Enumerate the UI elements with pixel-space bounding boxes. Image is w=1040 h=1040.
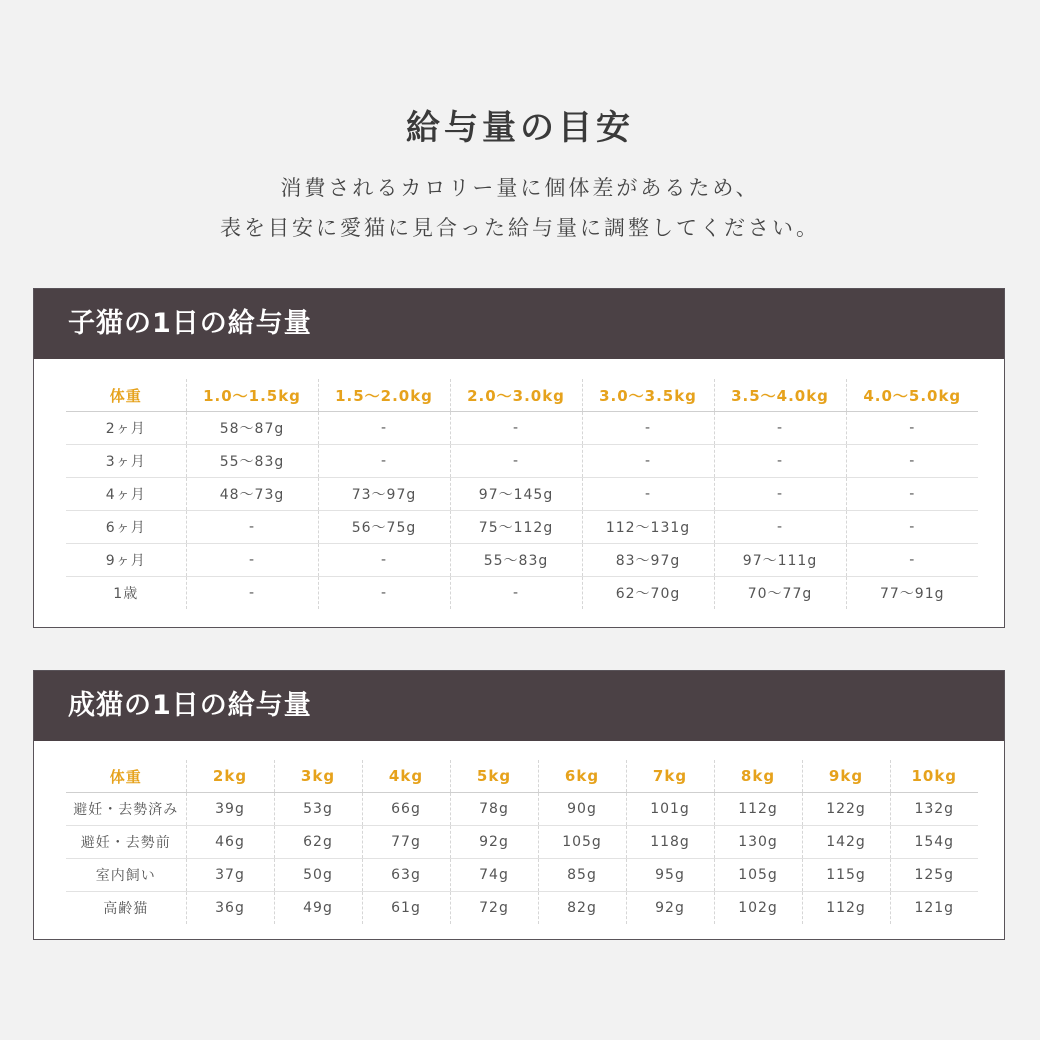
table-cell: - [846, 412, 978, 445]
table-cell: 102g [714, 892, 802, 925]
row-label: 高齢猫 [103, 901, 149, 917]
table-row [66, 511, 978, 544]
table-cell: 72g [450, 892, 538, 925]
adult-feeding-card [33, 670, 1005, 940]
column-header: 1.5～2.0kg [318, 379, 450, 412]
row-label: 3ヶ月 [66, 445, 186, 478]
column-header: 体重 [66, 760, 186, 793]
table-cell: - [318, 577, 450, 610]
adult-table-title: 成猫の1日の給与量 [34, 671, 1004, 741]
adult-header-row [66, 760, 978, 793]
description-line-2: 表を目安に愛猫に見合った給与量に調整してください。 [220, 216, 820, 240]
kitten-header-row [66, 379, 978, 412]
table-cell: 36g [186, 892, 274, 925]
kitten-feeding-card [33, 288, 1005, 628]
table-cell: 48～73g [186, 478, 318, 511]
column-header: 1.0～1.5kg [186, 379, 318, 412]
table-cell: 118g [626, 826, 714, 859]
table-cell: - [582, 478, 714, 511]
table-cell: 115g [802, 859, 890, 892]
table-cell: 101g [626, 793, 714, 826]
table-cell: 105g [714, 859, 802, 892]
page-title: 給与量の目安 [406, 108, 634, 148]
table-cell: 122g [802, 793, 890, 826]
column-header: 4kg [362, 760, 450, 793]
table-row [66, 892, 978, 925]
table-cell: 70～77g [714, 577, 846, 610]
table-row [66, 544, 978, 577]
table-cell: 74g [450, 859, 538, 892]
table-cell: 95g [626, 859, 714, 892]
table-row [66, 412, 978, 445]
table-cell: 53g [274, 793, 362, 826]
column-header: 9kg [802, 760, 890, 793]
row-label: 2ヶ月 [66, 412, 186, 445]
column-header: 7kg [626, 760, 714, 793]
column-header: 3.0～3.5kg [582, 379, 714, 412]
table-cell: 97～111g [714, 544, 846, 577]
column-header: 3.5～4.0kg [714, 379, 846, 412]
table-cell: 130g [714, 826, 802, 859]
table-cell: 62～70g [582, 577, 714, 610]
table-cell: 125g [890, 859, 978, 892]
table-cell: 55～83g [186, 445, 318, 478]
table-row [66, 793, 978, 826]
table-cell: 77g [362, 826, 450, 859]
table-cell: 112～131g [582, 511, 714, 544]
table-cell: 50g [274, 859, 362, 892]
table-cell: - [318, 544, 450, 577]
description-line-1: 消費されるカロリー量に個体差があるため、 [280, 176, 760, 200]
table-cell: 63g [362, 859, 450, 892]
table-row [66, 445, 978, 478]
column-header: 10kg [890, 760, 978, 793]
table-cell: 78g [450, 793, 538, 826]
column-header: 2kg [186, 760, 274, 793]
table-cell: - [714, 511, 846, 544]
table-cell: 97～145g [450, 478, 582, 511]
column-header: 3kg [274, 760, 362, 793]
table-cell: 112g [802, 892, 890, 925]
table-cell: 75～112g [450, 511, 582, 544]
table-cell: 49g [274, 892, 362, 925]
table-cell: 90g [538, 793, 626, 826]
table-cell: 82g [538, 892, 626, 925]
table-cell: 66g [362, 793, 450, 826]
table-cell: - [846, 511, 978, 544]
table-cell: 56～75g [318, 511, 450, 544]
table-cell: 62g [274, 826, 362, 859]
table-cell: 73～97g [318, 478, 450, 511]
table-cell: - [714, 412, 846, 445]
column-header: 8kg [714, 760, 802, 793]
table-cell: 154g [890, 826, 978, 859]
table-cell: - [450, 445, 582, 478]
table-cell: 142g [802, 826, 890, 859]
table-cell: - [186, 511, 318, 544]
table-cell: - [846, 478, 978, 511]
table-cell: - [846, 445, 978, 478]
column-header: 2.0～3.0kg [450, 379, 582, 412]
table-cell: 105g [538, 826, 626, 859]
row-label: 1歳 [113, 586, 139, 602]
row-label: 6ヶ月 [66, 511, 186, 544]
table-row [66, 577, 978, 610]
column-header: 4.0～5.0kg [846, 379, 978, 412]
kitten-feeding-table [66, 379, 978, 609]
table-cell: 46g [186, 826, 274, 859]
table-cell: 92g [626, 892, 714, 925]
table-cell: 132g [890, 793, 978, 826]
row-label: 避妊・去勢前 [66, 826, 186, 859]
row-label: 9ヶ月 [66, 544, 186, 577]
table-cell: - [582, 412, 714, 445]
table-cell: 37g [186, 859, 274, 892]
table-cell: - [846, 544, 978, 577]
table-row [66, 478, 978, 511]
table-row [66, 826, 978, 859]
adult-feeding-table [66, 760, 978, 924]
table-cell: - [582, 445, 714, 478]
kitten-table-title: 子猫の1日の給与量 [34, 289, 1004, 359]
table-cell: 112g [714, 793, 802, 826]
table-cell: 85g [538, 859, 626, 892]
row-label: 4ヶ月 [66, 478, 186, 511]
row-label: 室内飼い [66, 859, 186, 892]
table-cell: - [186, 577, 318, 610]
table-cell: - [450, 412, 582, 445]
table-cell: 83～97g [582, 544, 714, 577]
column-header: 6kg [538, 760, 626, 793]
table-cell: - [318, 445, 450, 478]
table-cell: 77～91g [846, 577, 978, 610]
table-cell: - [186, 544, 318, 577]
table-cell: - [318, 412, 450, 445]
table-cell: 58～87g [186, 412, 318, 445]
table-cell: - [450, 577, 582, 610]
column-header: 体重 [66, 379, 186, 412]
table-cell: 92g [450, 826, 538, 859]
row-label: 避妊・去勢済み [66, 793, 186, 826]
table-cell: 61g [362, 892, 450, 925]
table-cell: - [714, 478, 846, 511]
column-header: 5kg [450, 760, 538, 793]
table-cell: - [714, 445, 846, 478]
table-cell: 55～83g [450, 544, 582, 577]
table-cell: 121g [890, 892, 978, 925]
table-cell: 39g [186, 793, 274, 826]
table-row [66, 859, 978, 892]
